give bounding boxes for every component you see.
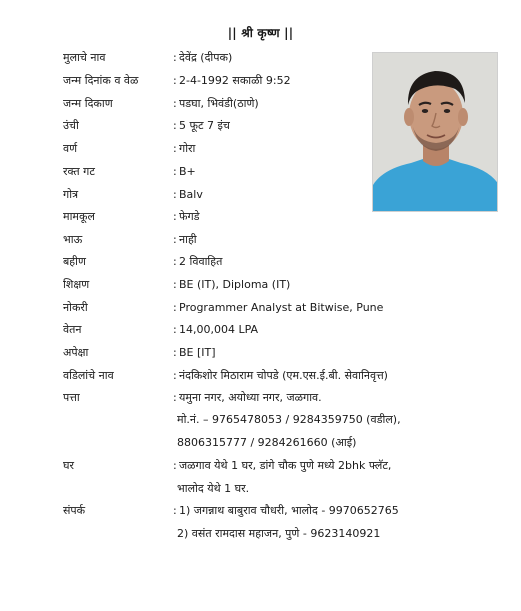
field-label: बहीण xyxy=(63,255,86,268)
field-label: भाऊ xyxy=(63,233,83,246)
field-label: अपेक्षा xyxy=(63,346,89,359)
colon: : xyxy=(173,233,177,246)
field-value: 2 विवाहित xyxy=(179,255,223,268)
field-label: नोकरी xyxy=(63,301,88,314)
colon: : xyxy=(173,74,177,87)
field-value: गोरा xyxy=(179,142,196,155)
field-value: नंदकिशोर मिठाराम चोपडे (एम.एस.ई.बी. सेवानिवृत्त) xyxy=(179,369,388,382)
field-value: BE [IT] xyxy=(179,346,216,359)
field-value: पडघा, भिवंडी(ठाणे) xyxy=(179,97,259,110)
colon: : xyxy=(173,391,177,404)
field-label: घर xyxy=(63,459,74,472)
field-value: Programmer Analyst at Bitwise, Pune xyxy=(179,301,384,314)
field-value: यमुना नगर, अयोध्या नगर, जळगाव. xyxy=(179,391,322,404)
address-phone-line-1: मो.नं. – 9765478053 / 9284359750 (वडील), xyxy=(177,413,401,426)
profile-photo xyxy=(372,52,498,212)
field-label: उंची xyxy=(63,119,79,132)
field-label: गोत्र xyxy=(63,188,79,201)
colon: : xyxy=(173,323,177,336)
field-label: जन्म दिकाण xyxy=(63,97,113,110)
field-label: रक्त गट xyxy=(63,165,95,178)
field-value: 1) जगन्नाथ बाबुराव चौधरी, भालोद - 9970652765 xyxy=(179,504,399,517)
field-label: मुलाचे नाव xyxy=(63,51,106,64)
field-label: मामकूल xyxy=(63,210,95,223)
field-value: B+ xyxy=(179,165,196,178)
contact-line-2: 2) वसंत रामदास महाजन, पुणे - 9623140921 xyxy=(177,527,381,540)
address-phone-line-2: 8806315777 / 9284261660 (आई) xyxy=(177,436,357,449)
field-label: जन्म दिनांक व वेळ xyxy=(63,74,139,87)
colon: : xyxy=(173,301,177,314)
house-line-2: भालोद येथे 1 घर. xyxy=(177,482,250,495)
field-value: Balv xyxy=(179,188,203,201)
colon: : xyxy=(173,51,177,64)
field-label: वेतन xyxy=(63,323,82,336)
field-value: जळगाव येथे 1 घर, डांगे चौक पुणे मध्ये 2bhk फ्लॅट, xyxy=(179,459,392,472)
field-label: शिक्षण xyxy=(63,278,90,291)
colon: : xyxy=(173,188,177,201)
field-label: वडिलांचे नाव xyxy=(63,369,114,382)
colon: : xyxy=(173,142,177,155)
field-value: BE (IT), Diploma (IT) xyxy=(179,278,291,291)
field-value: फेगडे xyxy=(179,210,200,223)
colon: : xyxy=(173,346,177,359)
colon: : xyxy=(173,210,177,223)
field-label: वर्ण xyxy=(63,142,78,155)
colon: : xyxy=(173,165,177,178)
colon: : xyxy=(173,97,177,110)
colon: : xyxy=(173,119,177,132)
colon: : xyxy=(173,459,177,472)
page-title: || श्री कृष्ण || xyxy=(227,26,294,40)
field-value: देवेंद्र (दीपक) xyxy=(179,51,233,64)
colon: : xyxy=(173,255,177,268)
colon: : xyxy=(173,278,177,291)
field-value: 2-4-1992 सकाळी 9:52 xyxy=(179,74,291,87)
colon: : xyxy=(173,504,177,517)
field-label: संपर्क xyxy=(63,504,86,517)
field-value: 14,00,004 LPA xyxy=(179,323,259,336)
field-label: पत्ता xyxy=(63,391,80,404)
colon: : xyxy=(173,369,177,382)
portrait-illustration xyxy=(373,53,498,212)
field-value: नाही xyxy=(179,233,197,246)
field-value: 5 फूट 7 इंच xyxy=(179,119,230,132)
